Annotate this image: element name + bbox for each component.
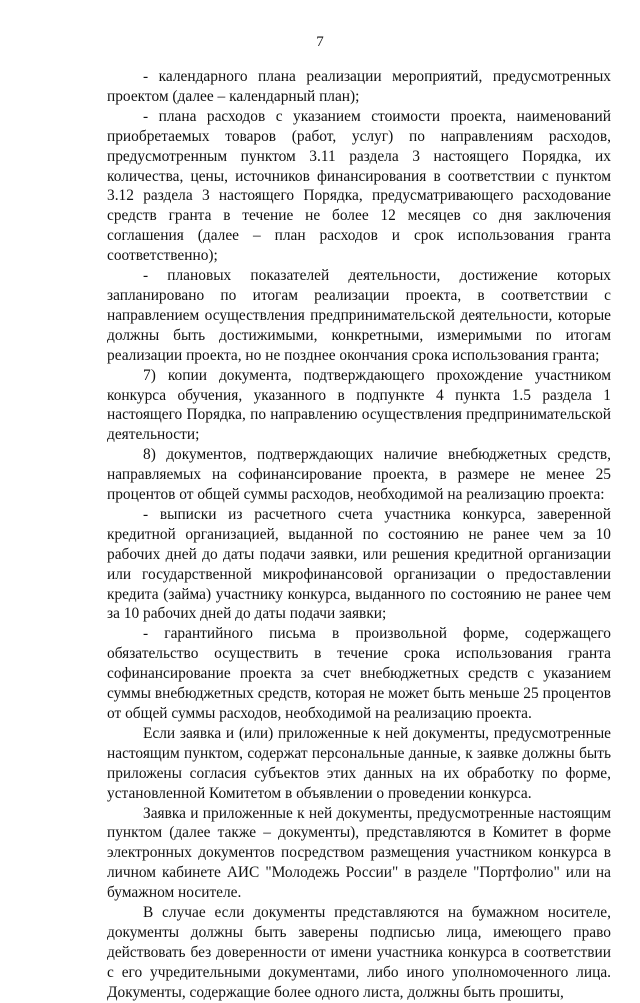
paragraph-item-7: 7) копии документа, подтверждающего прохождение участником конкурса обучения, указанного в подпункте 4 пункта 1.5 раздела 1 настоящего Порядка, по направлению осуществления предпринимательской деятельности; (107, 366, 611, 444)
paragraph-personal-data: Если заявка и (или) приложенные к ней документы, предусмотренные настоящим пунктом, содержат персональные данные, к заявке должны быть приложены согласия субъектов этих данных на их обработку по форме, установленной Комитетом в объявлении о проведении конкурса. (107, 724, 611, 802)
paragraph-submission: Заявка и приложенные к ней документы, предусмотренные настоящим пунктом (далее также – документы), представляются в Комитет в форме электронных документов посредством размещения участником конкурса в личном кабинете АИС "Молодежь России" в разделе "Портфолио" или на бумажном носителе. (107, 804, 611, 902)
paragraph-calendar-plan: - календарного плана реализации мероприятий, предусмотренных проектом (далее – календарный план); (107, 68, 611, 105)
paragraph-paper-documents: В случае если документы представляются на бумажном носителе, документы должны быть заверены подписью лица, имеющего право действовать без доверенности от имени участника конкурса в соответствии с его учредительными документами, либо иного уполномоченного лица. Документы, содержащие более одного листа, должны быть прошиты, (107, 904, 611, 1001)
paragraph-expense-plan: - плана расходов с указанием стоимости проекта, наименований приобретаемых товаров (работ, услуг) по направлениям расходов, предусмотренным пунктом 3.11 раздела 3 настоящего Порядка, их количества, цены, источников финансирования в соответствии с пунктом 3.12 раздела 3 настоящего Порядка, предусматривающего расходование средств гранта в течение не более 12 месяцев со дня заключения соглашения (далее – план расходов и срок использования гранта соответственно); (107, 107, 611, 265)
paragraph-bank-statement: - выписки из расчетного счета участника конкурса, заверенной кредитной организацией, выданной по состоянию не ранее чем за 10 рабочих дней до даты подачи заявки, или решения кредитной организации или государственной микрофинансовой организации о предоставлении кредита (займа) участнику конкурса, выданного по состоянию не ранее чем за 10 рабочих дней до даты подачи заявки; (107, 505, 611, 623)
paragraph-item-8: 8) документов, подтверждающих наличие внебюджетных средств, направляемых на софинансирование проекта, в размере не менее 25 процентов от общей суммы расходов, необходимой на реализацию проекта: (107, 446, 611, 504)
page-number: 7 (316, 34, 324, 50)
document-body (107, 67, 611, 1003)
paragraph-planned-indicators: - плановых показателей деятельности, достижение которых запланировано по итогам реализации проекта, в соответствии с направлением осуществления предпринимательской деятельности, которые должны быть достижимыми, конкретными, измеримыми по итогам реализации проекта, но не позднее окончания срока использования гранта; (107, 267, 611, 364)
paragraph-guarantee-letter: - гарантийного письма в произвольной форме, содержащего обязательство осуществить в течение срока использования гранта софинансирование проекта за счет внебюджетных средств с указанием суммы внебюджетных средств, которая не может быть меньше 25 процентов от общей суммы расходов, необходимой на реализацию проекта. (107, 625, 611, 722)
